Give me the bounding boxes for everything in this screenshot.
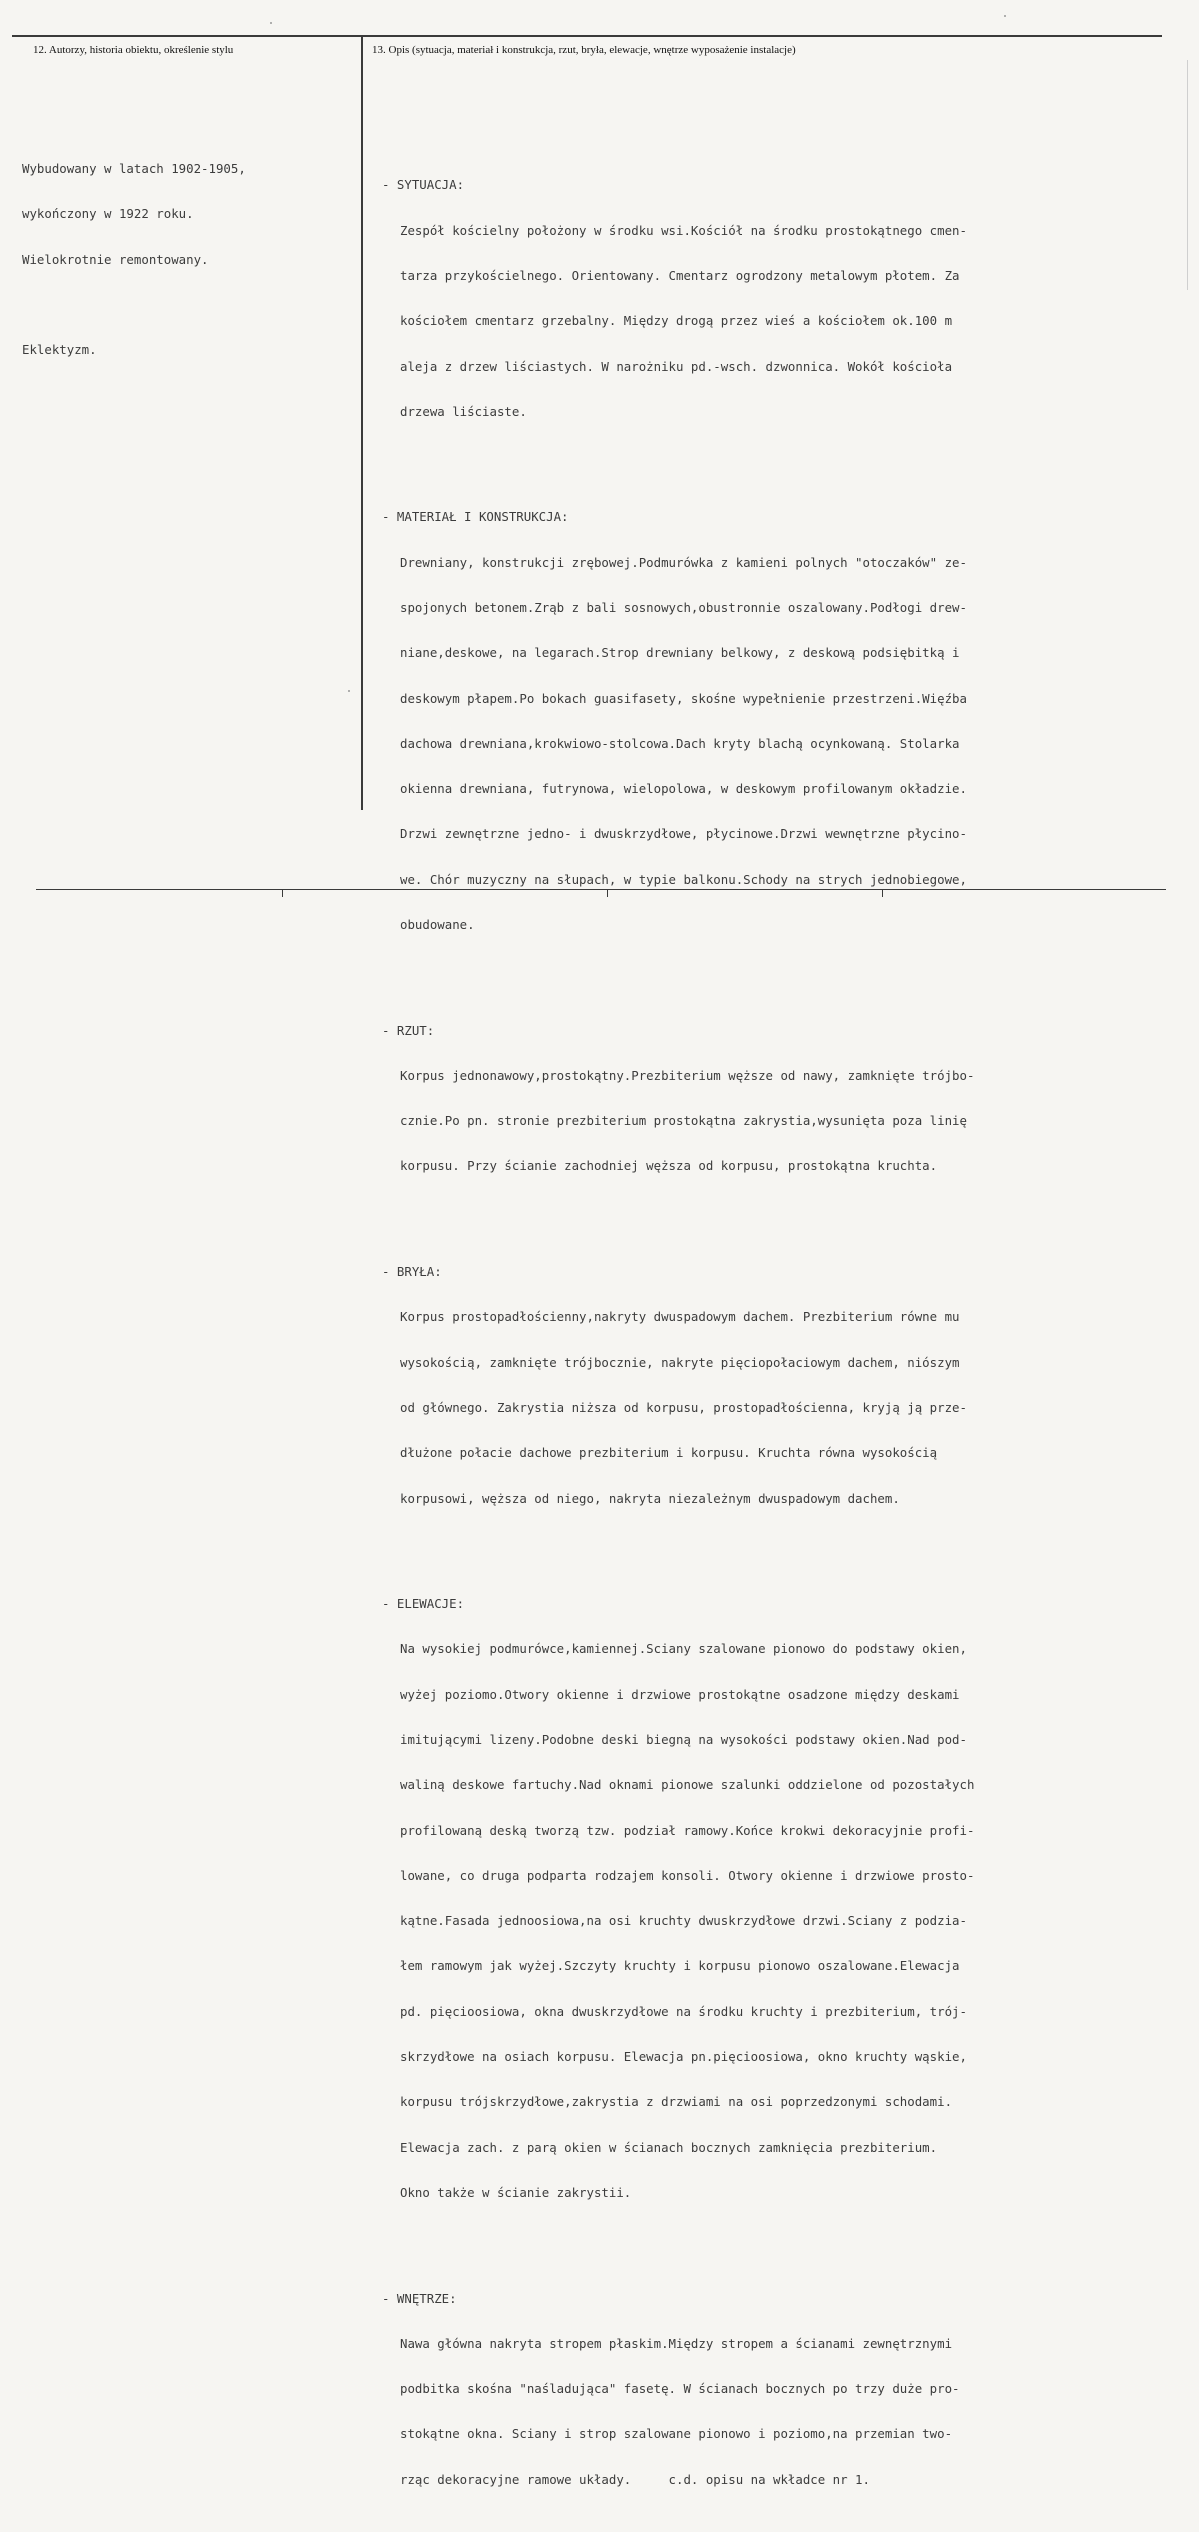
section-line: podbitka skośna "naśladująca" fasetę. W ścianach bocznych po trzy duże pro- [400, 2381, 960, 2397]
section-rzut [370, 992, 974, 1203]
left-line: Wybudowany w latach 1902-1905, [22, 161, 246, 177]
margin-mark [1187, 60, 1188, 290]
left-line-style: Eklektyzm. [22, 342, 97, 358]
section-heading: - RZUT: [382, 1022, 435, 1038]
section-line: korpusu trójskrzydłowe,zakrystia z drzwiami na osi poprzedzonymi schodami. [400, 2094, 953, 2110]
section-line: skrzydłowe na osiach korpusu. Elewacja pn.pięcioosiowa, okno kruchty wąskie, [400, 2049, 967, 2064]
bottom-tick-1 [282, 889, 283, 897]
left-gap [22, 297, 246, 312]
top-rule [12, 35, 1162, 37]
section-line: aleja z drzew liściastych. W narożniku pd.-wsch. dzwonnica. Wokół kościoła [400, 358, 953, 374]
section-line: niane,deskowe, na legarach.Strop drewniany belkowy, z deskową podsiębitką i [400, 645, 960, 661]
section-line: profilowaną deską tworzą tzw. podział ramowy.Końce krokwi dekoracyjnie profi- [400, 1822, 975, 1838]
section-line: Na wysokiej podmurówce,kamiennej.Sciany szalowane pionowo do podstawy okien, [400, 1641, 967, 1657]
section-heading: - WNĘTRZE: [382, 2290, 457, 2306]
section-bryla [370, 1234, 974, 1536]
section-heading: - MATERIAŁ I KONSTRUKCJA: [382, 509, 569, 525]
section-line: Elewacja zach. z parą okien w ścianach bocznych zamknięcia prezbiterium. [400, 2139, 938, 2155]
section-line: kątne.Fasada jednoosiowa,na osi kruchty dwuskrzydłowe drzwi.Sciany z podzia- [400, 1913, 967, 1929]
section-line: kościołem cmentarz grzebalny. Między drogą przez wieś a kościołem ok.100 m [400, 313, 953, 329]
section-line: cznie.Po pn. stronie prezbiterium prostokątna zakrystia,wysunięta poza linię [400, 1113, 967, 1129]
section-line: wyżej poziomo.Otwory okienne i drzwiowe prostokątne osadzone między deskami [400, 1686, 960, 1702]
left-column-text [22, 131, 246, 373]
right-column-header: 13. Opis (sytuacja, materiał i konstrukcja, rzut, bryła, elewacje, wnętrze wyposażenie instalacje) [372, 44, 796, 56]
section-line: korpusu. Przy ścianie zachodniej węższa od korpusu, prostokątna kruchta. [400, 1158, 938, 1174]
left-column-header: 12. Autorzy, historia obiektu, określenie stylu [33, 44, 234, 56]
section-material [370, 479, 974, 962]
left-line: Wielokrotnie remontowany. [22, 251, 209, 267]
column-divider [361, 36, 363, 810]
section-line: imitującymi lizeny.Podobne deski biegną na wysokości podstawy okien.Nad pod- [400, 1732, 967, 1748]
section-line: stokątne okna. Sciany i strop szalowane pionowo i poziomo,na przemian two- [400, 2426, 953, 2442]
scan-speck [270, 22, 272, 24]
left-line: wykończony w 1922 roku. [22, 206, 194, 222]
section-line: obudowane. [400, 916, 475, 932]
section-line: waliną deskowe fartuchy.Nad oknami pionowe szalunki oddzielone od pozostałych [400, 1777, 975, 1793]
section-line: lowane, co druga podparta rodzajem konsoli. Otwory okienne i drzwiowe prosto- [400, 1867, 975, 1883]
scan-speck [1004, 15, 1006, 17]
scan-speck [348, 690, 350, 692]
section-line: tarza przykościelnego. Orientowany. Cmentarz ogrodzony metalowym płotem. Za [400, 267, 960, 283]
section-line: drzewa liściaste. [400, 403, 527, 419]
section-line: rząc dekoracyjne ramowe układy. c.d. opisu na wkładce nr 1. [400, 2471, 870, 2487]
section-line: okienna drewniana, futrynowa, wielopolowa, w deskowym profilowanym okładzie. [400, 781, 967, 797]
section-line: spojonych betonem.Zrąb z bali sosnowych,obustronnie oszalowany.Podłogi drew- [400, 600, 967, 615]
section-heading: - BRYŁA: [382, 1264, 442, 1280]
section-sytuacja [370, 147, 974, 449]
section-line: Nawa główna nakryta stropem płaskim.Między stropem a ścianami zewnętrznymi [400, 2335, 953, 2351]
section-line: łem ramowym jak wyżej.Szczyty kruchty i korpusu pionowo oszalowane.Elewacja [400, 1958, 960, 1974]
section-line: pd. pięcioosiowa, okna dwuskrzydłowe na środku kruchty i prezbiterium, trój- [400, 2003, 967, 2019]
section-line: we. Chór muzyczny na słupach, w typie balkonu.Schody na strych jednobiegowe, [400, 871, 967, 887]
section-line: Korpus jednonawowy,prostokątny.Prezbiterium węższe od nawy, zamknięte trójbo- [400, 1067, 975, 1083]
section-line: Zespół kościelny położony w środku wsi.Kościół na środku prostokątnego cmen- [400, 222, 967, 238]
section-line: Okno także w ścianie zakrystii. [400, 2184, 632, 2200]
section-line: Drzwi zewnętrzne jedno- i dwuskrzydłowe, płycinowe.Drzwi wewnętrzne płycino- [400, 826, 967, 842]
section-line: dłużone połacie dachowe prezbiterium i korpusu. Kruchta równa wysokością [400, 1445, 938, 1461]
section-line: deskowym płapem.Po bokach guasifasety, skośne wypełnienie przestrzeni.Więźba [400, 690, 967, 706]
section-line: Drewniany, konstrukcji zrębowej.Podmurówka z kamieni polnych "otoczaków" ze- [400, 554, 967, 570]
section-heading: - SYTUACJA: [382, 177, 465, 193]
section-elewacje [370, 1566, 974, 2230]
section-line: dachowa drewniana,krokwiowo-stolcowa.Dach kryty blachą ocynkowaną. Stolarka [400, 735, 960, 751]
section-line: wysokością, zamknięte trójbocznie, nakryte pięciopołaciowym dachem, niószym [400, 1354, 960, 1370]
section-line: od głównego. Zakrystia niższa od korpusu, prostopadłościenna, kryją ją prze- [400, 1399, 967, 1415]
right-column-text [370, 117, 974, 2532]
section-wnetrze [370, 2260, 974, 2517]
section-heading: - ELEWACJE: [382, 1596, 465, 1612]
section-line: korpusowi, węższa od niego, nakryta niezależnym dwuspadowym dachem. [400, 1490, 900, 1506]
section-line: Korpus prostopadłościenny,nakryty dwuspadowym dachem. Prezbiterium równe mu [400, 1309, 960, 1325]
